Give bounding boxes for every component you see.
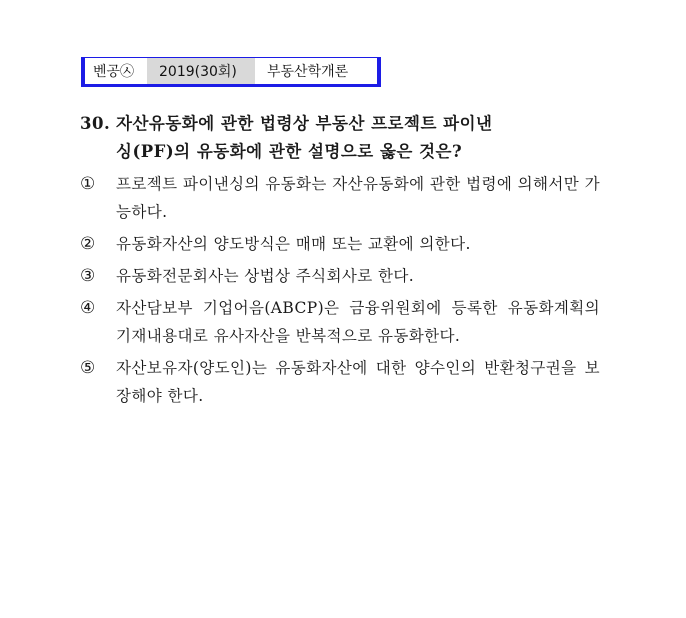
option-text: 유동화전문회사는 상법상 주식회사로 한다. — [116, 267, 415, 285]
option-marker: ① — [80, 174, 96, 194]
option-3[interactable] — [80, 262, 600, 290]
option-5[interactable] — [80, 354, 600, 410]
question-stem — [80, 110, 600, 166]
option-4[interactable] — [80, 294, 600, 350]
option-marker: ② — [80, 234, 96, 254]
exam-header-bar — [81, 57, 381, 87]
option-marker: ⑤ — [80, 358, 96, 378]
question-text-2: 싱(PF)의 유동화에 관한 설명으로 옳은 것은? — [116, 142, 463, 161]
option-marker: ④ — [80, 298, 96, 318]
option-text: 프로젝트 파이낸싱의 유동화는 자산유동화에 관한 법령에 의해서만 가능하다. — [116, 175, 600, 221]
question-line-1 — [80, 110, 600, 138]
option-1[interactable] — [80, 170, 600, 226]
option-marker: ③ — [80, 266, 96, 286]
option-text: 유동화자산의 양도방식은 매매 또는 교환에 의한다. — [116, 235, 471, 253]
answer-options — [80, 170, 600, 414]
question-number: 30. — [80, 114, 111, 133]
option-text: 자산담보부 기업어음(ABCP)은 금융위원회에 등록한 유동화계획의 기재내용대로 유사자산을 반복적으로 유동화한다. — [116, 299, 600, 345]
option-2[interactable] — [80, 230, 600, 258]
exam-year-label: 2019(30회) — [147, 58, 255, 84]
subject-name-label: 부동산학개론 — [267, 64, 349, 80]
option-text: 자산보유자(양도인)는 유동화자산에 대한 양수인의 반환청구권을 보장해야 한다. — [116, 359, 600, 405]
subject-tag: 벤공㉦ — [93, 64, 135, 80]
question-text-1: 자산유동화에 관한 법령상 부동산 프로젝트 파이낸 — [116, 114, 493, 133]
